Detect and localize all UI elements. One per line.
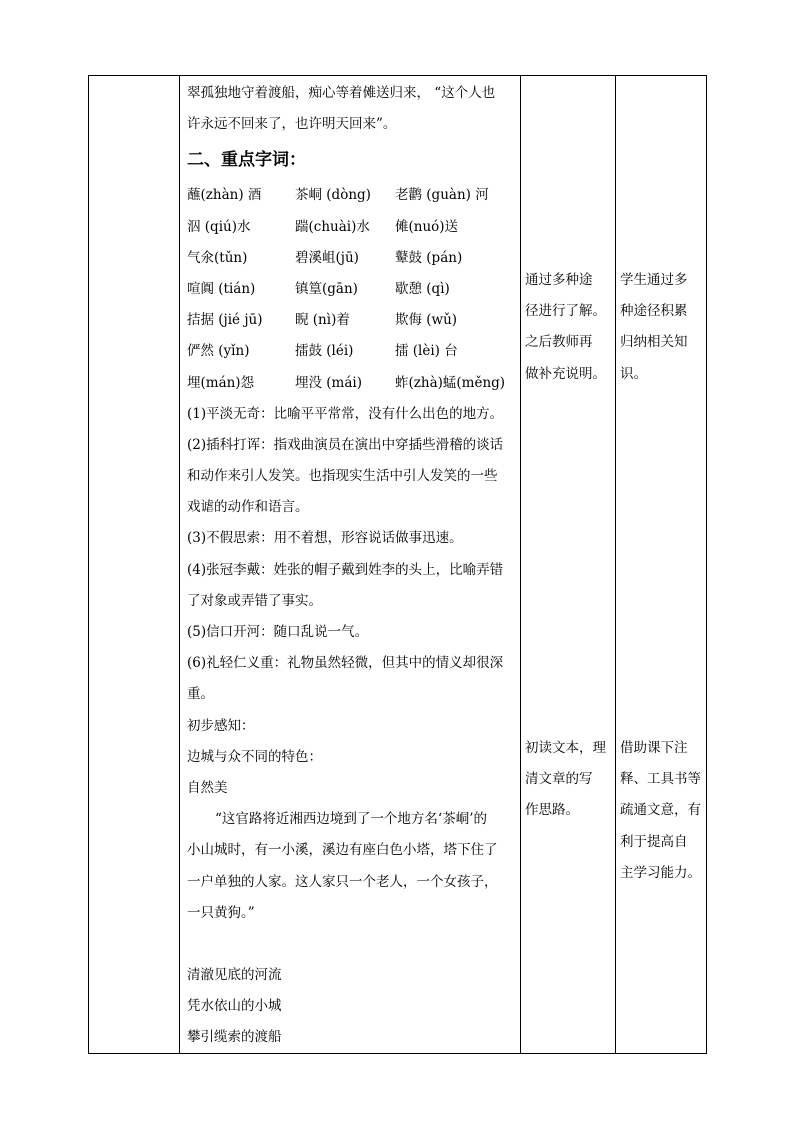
note-line: 做补充说明。 [525,365,606,382]
intro-line: 许永远不回来了，也许明天回来”。 [187,116,397,133]
vocab-item: 埋(mán)怨 [187,374,255,391]
vocab-row [187,305,520,336]
idiom-line: 戏谑的动作和语言。 [187,499,309,516]
idiom-line: (5)信口开河：随口乱说一气。 [187,624,369,640]
note-line: 之后教师再 [525,334,593,351]
note-line: 学生通过多 [620,272,688,288]
note-line: 归纳相关知 [620,334,688,351]
feature-item: 攀引缆索的渡船 [187,1029,282,1046]
vocab-item: 鼙鼓 (pán) [395,249,463,266]
vocab-item: 擂 (lèi) 台 [395,343,458,360]
note-line: 通过多种途 [525,272,593,288]
section-title: 二、重点字词： [187,150,306,171]
vocab-row [187,180,520,211]
vocab-item: 蘸(zhàn) 酒 [187,187,262,204]
vocab-row [187,243,520,274]
idiom-line: (6)礼轻仁义重：礼物虽然轻微，但其中的情义却很深 [187,655,504,672]
note-line: 主学习能力。 [620,864,701,881]
quote-line: 一只黄狗。” [187,904,255,921]
teacher-note [525,733,611,827]
note-line: 释、工具书等 [620,771,701,788]
note-line: 借助课下注 [620,740,688,756]
vocab-row [187,368,520,399]
vocab-item: 欺侮 (wǔ) [395,312,458,329]
vocab-item: 拮据 (jié jū) [187,312,263,329]
feature-item: 凭水依山的小城 [187,998,282,1015]
intro-line: 翠孤独地守着渡船，痴心等着傩送归来， “这个人也 [187,85,496,101]
subheading-initial-perception: 初步感知： [187,717,255,734]
idiom-line: 和动作来引人发笑。也指现实生活中引人发笑的一些 [187,468,498,485]
vocab-list [187,180,520,398]
note-line: 作思路。 [525,802,579,819]
vocab-row [187,336,520,367]
teacher-note [525,265,611,390]
note-line: 种途径积累 [620,303,688,320]
vocab-item: 埋没 (mái) [295,374,362,391]
vocab-item: 喧阗 (tián) [187,280,256,297]
idiom-line: (2)插科打诨：指戏曲演员在演出中穿插些滑稽的谈话 [187,436,504,453]
note-line: 初读文本，理 [525,740,606,756]
vocab-item: 碧溪岨(jū) [295,249,359,266]
note-line: 疏通文意，有 [620,802,701,819]
quote-line: 小山城时，有一小溪，溪边有座白色小塔，塔下住了 [187,842,498,859]
idiom-line: (3)不假思索：用不着想，形容说话做事迅速。 [187,530,463,547]
vocab-item: 泅 (qiú)水 [187,218,251,235]
vocab-item: 俨然 (yǐn) [187,343,250,360]
feature-list [187,960,520,1054]
note-line: 利于提高自 [620,833,688,850]
stage-column [89,76,179,1053]
vocab-item: 气氽(tǔn) [187,249,248,266]
teacher-column [520,76,615,1053]
student-note [620,265,704,390]
note-line: 识。 [620,365,647,382]
idiom-line: 了对象或弄错了事实。 [187,592,322,609]
subheading-natural-beauty: 自然美 [187,779,228,796]
student-column [615,76,706,1053]
content-column [180,76,520,1053]
feature-item: 清澈见底的河流 [187,967,282,984]
student-note [620,733,704,889]
blank-line [187,929,520,960]
quote-line: “这官路将近湘西边境到了一个地方名‘茶峒’的 [215,811,487,828]
quote-line: 一户单独的人家。这人家只一个老人，一个女孩子， [187,873,498,890]
vocab-item: 踹(chuài)水 [295,218,370,235]
vocab-item: 茶峒 (dòng) [295,187,371,204]
vocab-item: 睨 (nì)着 [295,312,350,329]
vocab-item: 老鹳 (guàn) 河 [395,187,489,204]
idiom-list [187,399,520,804]
vocab-item: 傩(nuó)送 [395,218,459,235]
vocab-row [187,212,520,243]
idiom-line: (4)张冠李戴：姓张的帽子戴到姓李的头上，比喻弄错 [187,561,504,578]
note-line: 清文章的写 [525,771,593,788]
vocab-item: 镇篁(gān) [295,280,358,297]
subheading-features: 边城与众不同的特色： [187,748,322,765]
idiom-line: 重。 [187,686,214,703]
vocab-item: 擂鼓 (léi) [295,343,354,360]
note-line: 径进行了解。 [525,303,606,320]
lesson-plan-table [88,75,707,1054]
vocab-item: 歇憩 (qì) [395,280,450,297]
vocab-row [187,274,520,305]
quote-block [187,804,520,929]
vocab-item: 蚱(zhà)蜢(měng) [395,374,506,391]
idiom-line: (1)平淡无奇：比喻平平常常，没有什么出色的地方。 [187,405,504,422]
